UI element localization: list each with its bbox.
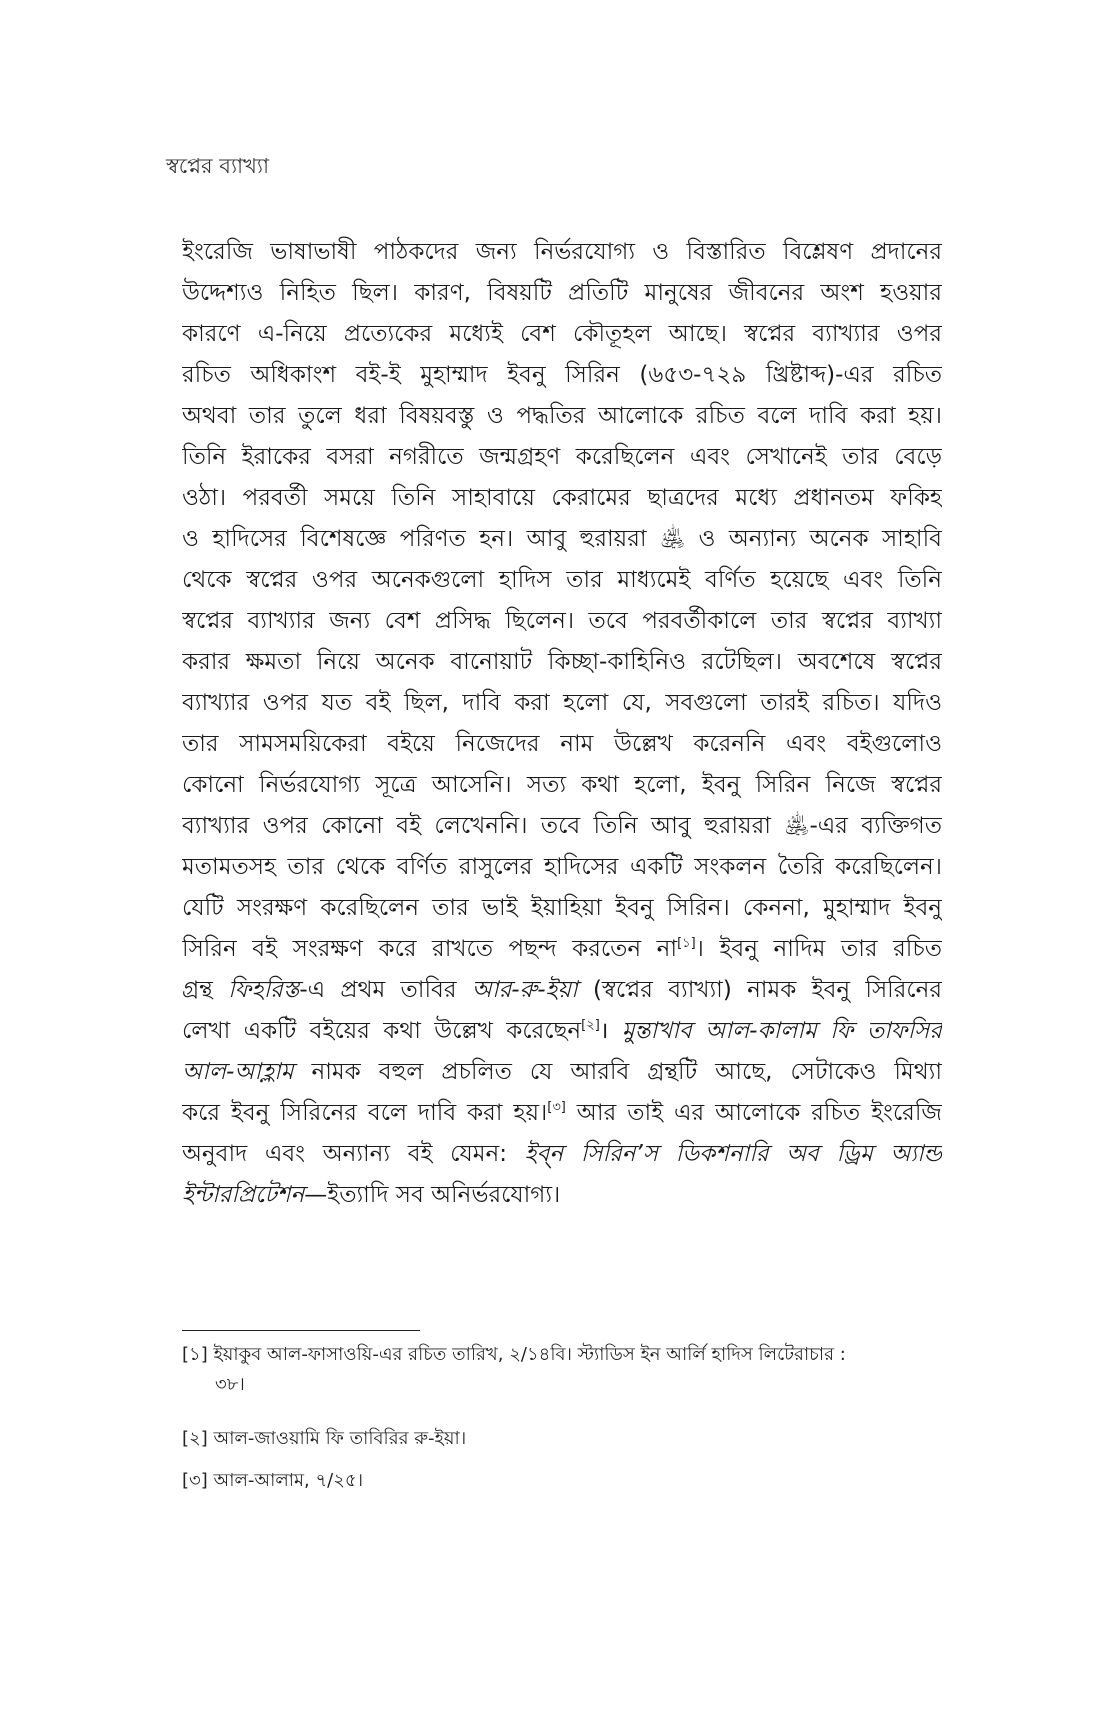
text-line: ব্যাখ্যার ওপর যত বই ছিল, দাবি করা হলো যে, সবগুলো তারই রচিত। যদিও	[182, 690, 942, 716]
text-run: গ্রন্থ	[182, 977, 229, 1003]
text-run: করে ইবনু সিরিনের বলে দাবি করা হয়।	[182, 1100, 548, 1126]
text-run: সিরিন বই সংরক্ষণ করে রাখতে পছন্দ করতেন না	[182, 936, 678, 962]
text-line: থেকে স্বপ্নের ওপর অনেকগুলো হাদিস তার মাধ্যমেই বর্ণিত হয়েছে এবং তিনি	[182, 567, 942, 593]
book-title: ইন্টারপ্রিটেশন	[182, 1182, 305, 1208]
text-line: রচিত অধিকাংশ বই-ই মুহাম্মাদ ইবনু সিরিন (৬৫৩-৭২৯ খ্রিষ্টাব্দ)-এর রচিত	[182, 362, 942, 388]
text-run: —ইত্যাদি সব অনির্ভরযোগ্য।	[304, 1182, 561, 1208]
text-line	[182, 929, 942, 970]
text-line: অথবা তার তুলে ধরা বিষয়বস্তু ও পদ্ধতির আলোকে রচিত বলে দাবি করা হয়।	[182, 403, 942, 429]
footnote-text: [১] ইয়াকুব আল-ফাসাওয়ি-এর রচিত তারিখ, ২/১৪বি। স্ট্যাডিস ইন আর্লি হাদিস লিটেরাচার :	[182, 1344, 846, 1365]
text-line: ও হাদিসের বিশেষজ্ঞে পরিণত হন। আবু হুরায়রা ﵁ ও অন্যান্য অনেক সাহাবি	[182, 526, 942, 552]
text-line: ইংরেজি ভাষাভাষী পাঠকদের জন্য নির্ভরযোগ্য ও বিস্তারিত বিশ্লেষণ প্রদানের	[182, 239, 942, 265]
book-title: ইব্‌ন সিরিন’স ডিকশনারি অব ড্রিম অ্যান্ড	[524, 1141, 942, 1167]
text-line: কোনো নির্ভরযোগ্য সূত্রে আসেনি। সত্য কথা হলো, ইবনু সিরিন নিজে স্বপ্নের	[182, 772, 942, 798]
book-title: আল-আহ্লাম	[182, 1059, 294, 1085]
footnote-divider	[182, 1330, 420, 1331]
text-run: ।	[599, 1018, 622, 1044]
text-run: । ইবনু নাদিম তার রচিত	[695, 936, 942, 962]
footnote-ref[interactable]: [৩]	[547, 1100, 566, 1115]
text-run: নামক বহুল প্রচলিত যে আরবি গ্রন্থটি আছে, সেটাকেও মিথ্যা	[293, 1059, 942, 1085]
text-line: তার সামসময়িকেরা বইয়ে নিজেদের নাম উল্লেখ করেননি এবং বইগুলোও	[182, 731, 942, 757]
book-title: আর-রু-ইয়া	[471, 977, 578, 1003]
text-line	[182, 970, 942, 1011]
text-line: ওঠা। পরবর্তী সময়ে তিনি সাহাবায়ে কেরামের ছাত্রদের মধ্যে প্রধানতম ফকিহ	[182, 485, 942, 511]
text-line	[182, 1011, 942, 1052]
text-line: যেটি সংরক্ষণ করেছিলেন তার ভাই ইয়াহিয়া ইবনু সিরিন। কেননা, মুহাম্মাদ ইবনু	[182, 895, 942, 921]
text-line: ব্যাখ্যার ওপর কোনো বই লেখেননি। তবে তিনি আবু হুরায়রা ﵁-এর ব্যক্তিগত	[182, 813, 942, 839]
text-line	[182, 1175, 942, 1216]
text-line: মতামতসহ তার থেকে বর্ণিত রাসুলের হাদিসের একটি সংকলন তৈরি করেছিলেন।	[182, 854, 942, 880]
footnote-3: [৩] আল-আলাম, ৭/২৫।	[182, 1470, 364, 1491]
footnote-text: ৩৮।	[215, 1374, 245, 1395]
text-line	[182, 1134, 942, 1175]
footnote-ref[interactable]: [১]	[677, 936, 696, 951]
text-line	[182, 1052, 942, 1093]
text-line: স্বপ্নের ব্যাখ্যার জন্য বেশ প্রসিদ্ধ ছিলেন। তবে পরবর্তীকালে তার স্বপ্নের ব্যাখ্যা	[182, 608, 942, 634]
footnote-ref[interactable]: [২]	[581, 1018, 600, 1033]
text-line	[182, 1093, 942, 1134]
text-run: অনুবাদ এবং অন্যান্য বই যেমন:	[182, 1141, 525, 1167]
text-line: কারণে এ-নিয়ে প্রত্যেকের মধ্যেই বেশ কৌতূহল আছে। স্বপ্নের ব্যাখ্যার ওপর	[182, 321, 942, 347]
text-line: উদ্দেশ্যও নিহিত ছিল। কারণ, বিষয়টি প্রতিটি মানুষের জীবনের অংশ হওয়ার	[182, 280, 942, 306]
book-title: ফিহরিস্ত	[228, 977, 300, 1003]
footnotes	[182, 1340, 942, 1491]
footnote-2: [২] আল-জাওয়ামি ফি তাবিরির রু-ইয়া।	[182, 1428, 467, 1449]
footnote-1	[182, 1340, 942, 1400]
text-run: (স্বপ্নের ব্যাখ্যা) নামক ইবনু সিরিনের	[577, 977, 942, 1003]
text-run: আর তাই এর আলোকে রচিত ইংরেজি	[565, 1100, 942, 1126]
text-line: তিনি ইরাকের বসরা নগরীতে জন্মগ্রহণ করেছিলেন এবং সেখানেই তার বেড়ে	[182, 444, 942, 470]
book-title: মুন্তাখাব আল-কালাম ফি তাফসির	[621, 1018, 942, 1044]
text-line: করার ক্ষমতা নিয়ে অনেক বানোয়াট কিচ্ছা-কাহিনিও রটেছিল। অবশেষে স্বপ্নের	[182, 649, 942, 675]
running-header: স্বপ্নের ব্যাখ্যা	[166, 154, 270, 178]
main-text	[182, 232, 942, 1216]
text-run: লেখা একটি বইয়ের কথা উল্লেখ করেছেন	[182, 1018, 582, 1044]
text-run: -এ প্রথম তাবির	[299, 977, 472, 1003]
